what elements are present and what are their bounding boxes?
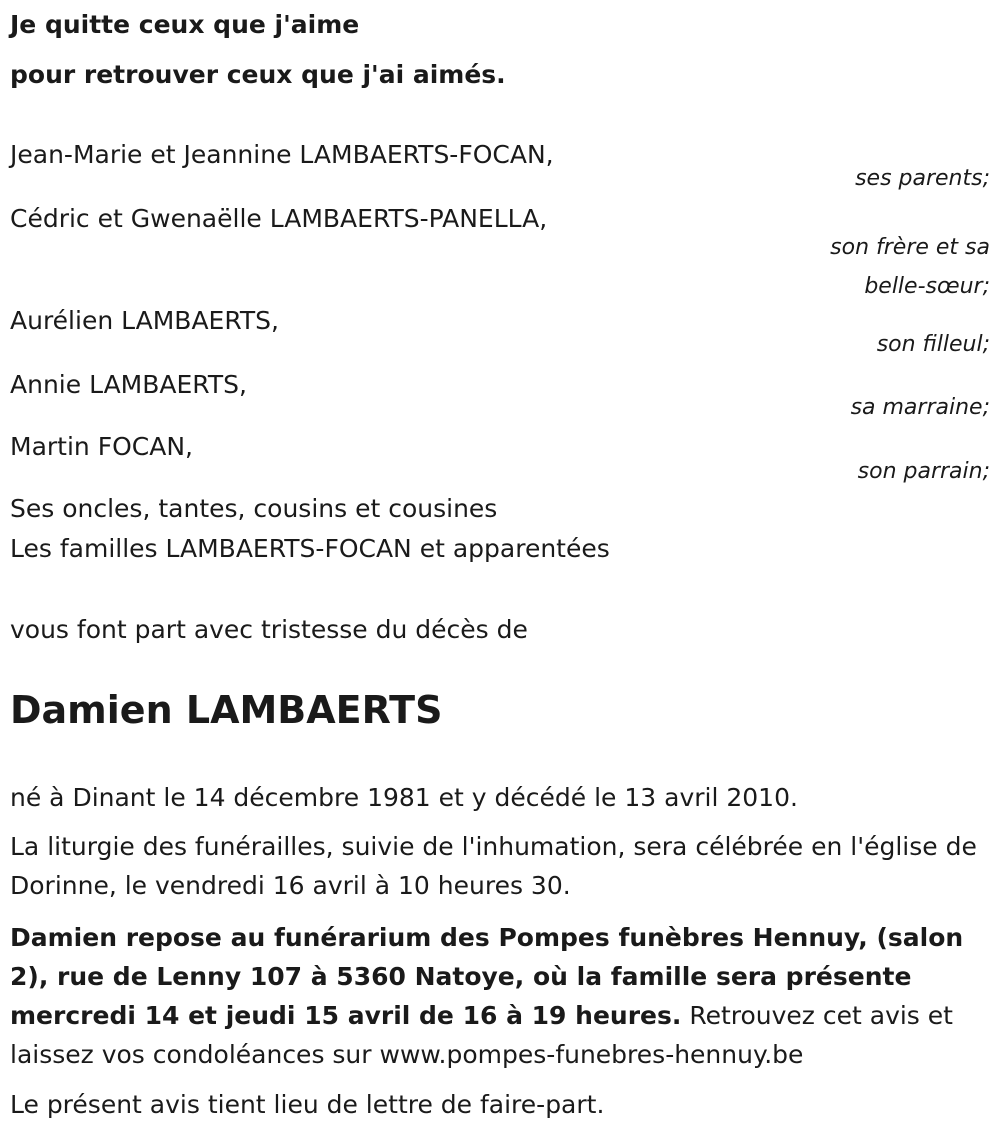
family-member-name: Aurélien LAMBAERTS, — [10, 306, 279, 335]
family-member-name: Jean-Marie et Jeannine LAMBAERTS-FOCAN, — [10, 140, 554, 169]
announcement-text: vous font part avec tristesse du décès de — [10, 615, 528, 644]
family-member-role: ses parents; — [855, 166, 990, 191]
closing-text: Le présent avis tient lieu de lettre de faire-part. — [10, 1090, 605, 1119]
birth-death-info: né à Dinant le 14 décembre 1981 et y décédé le 13 avril 2010. — [10, 783, 798, 812]
verse-line-1: Je quitte ceux que j'aime — [10, 10, 360, 39]
extended-family-line: Les familles LAMBAERTS-FOCAN et apparentées — [10, 534, 610, 563]
funerarium-info — [10, 918, 990, 1074]
liturgy-info: La liturgie des funérailles, suivie de l'inhumation, sera célébrée en l'église de Dorinne, le vendredi 16 avril à 10 heures 30. — [10, 832, 977, 900]
family-member-role: son frère et sa belle-sœur; — [830, 235, 990, 299]
family-member-name: Cédric et Gwenaëlle LAMBAERTS-PANELLA, — [10, 204, 548, 233]
funerarium-bold-text: Damien repose au funérarium des Pompes funèbres Hennuy, (salon 2), rue de Lenny 107 à 5360 Natoye, où la famille sera présente mercredi 14 et jeudi 15 avril de 16 à 19 heures. — [10, 923, 964, 1030]
family-member-role: sa marraine; — [850, 395, 990, 420]
family-member-name: Martin FOCAN, — [10, 432, 193, 461]
deceased-name: Damien LAMBAERTS — [10, 688, 443, 732]
family-member-name: Annie LAMBAERTS, — [10, 370, 247, 399]
family-member-role: son parrain; — [857, 459, 990, 484]
extended-family-line: Ses oncles, tantes, cousins et cousines — [10, 494, 498, 523]
verse-line-2: pour retrouver ceux que j'ai aimés. — [10, 60, 506, 89]
funerarium-website-text: Retrouvez cet avis et laissez vos condoléances sur www.pompes-funebres-hennuy.be — [10, 1001, 953, 1069]
family-member-role: son filleul; — [876, 332, 990, 357]
